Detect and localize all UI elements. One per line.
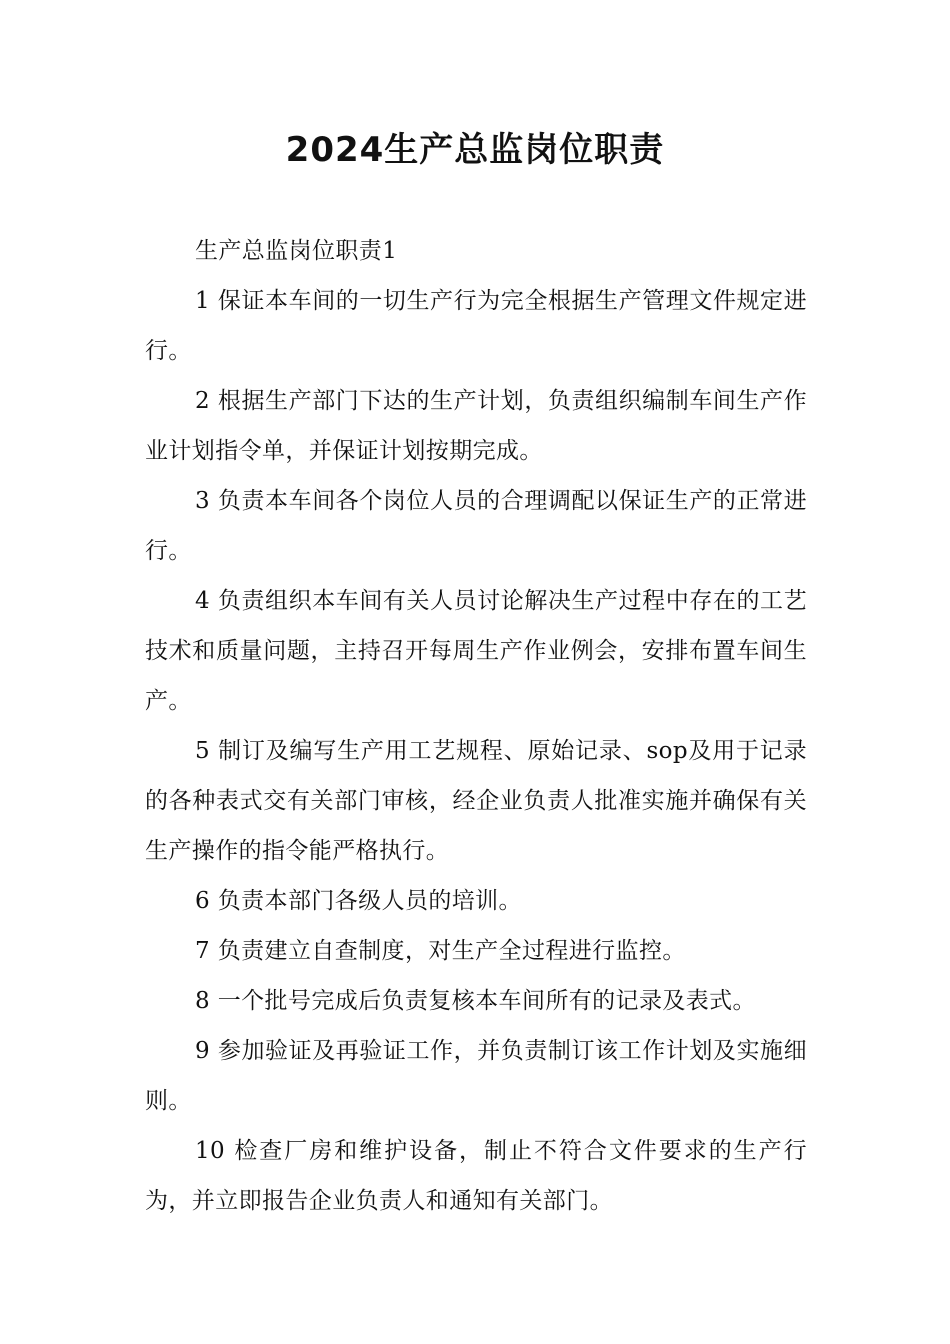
paragraph-4: 4 负责组织本车间有关人员讨论解决生产过程中存在的工艺技术和质量问题，主持召开每周生产作业例会，安排布置车间生产。 [145,588,807,714]
document-body [145,226,807,1226]
paragraph-1: 1 保证本车间的一切生产行为完全根据生产管理文件规定进行。 [145,288,807,364]
paragraph-7: 7 负责建立自查制度，对生产全过程进行监控。 [195,938,686,964]
section-heading: 生产总监岗位职责1 [195,238,398,264]
paragraph-9: 9 参加验证及再验证工作，并负责制订该工作计划及实施细则。 [145,1038,807,1114]
document-title: 2024生产总监岗位职责 [285,130,665,170]
paragraph-10: 10 检查厂房和维护设备，制止不符合文件要求的生产行为，并立即报告企业负责人和通知有关部门。 [145,1138,807,1214]
paragraph-5: 5 制订及编写生产用工艺规程、原始记录、sop及用于记录的各种表式交有关部门审核，经企业负责人批准实施并确保有关生产操作的指令能严格执行。 [145,738,807,864]
paragraph-3: 3 负责本车间各个岗位人员的合理调配以保证生产的正常进行。 [145,488,807,564]
paragraph-8: 8 一个批号完成后负责复核本车间所有的记录及表式。 [195,988,756,1014]
paragraph-2: 2 根据生产部门下达的生产计划，负责组织编制车间生产作业计划指令单，并保证计划按期完成。 [145,388,807,464]
paragraph-6: 6 负责本部门各级人员的培训。 [195,888,522,914]
